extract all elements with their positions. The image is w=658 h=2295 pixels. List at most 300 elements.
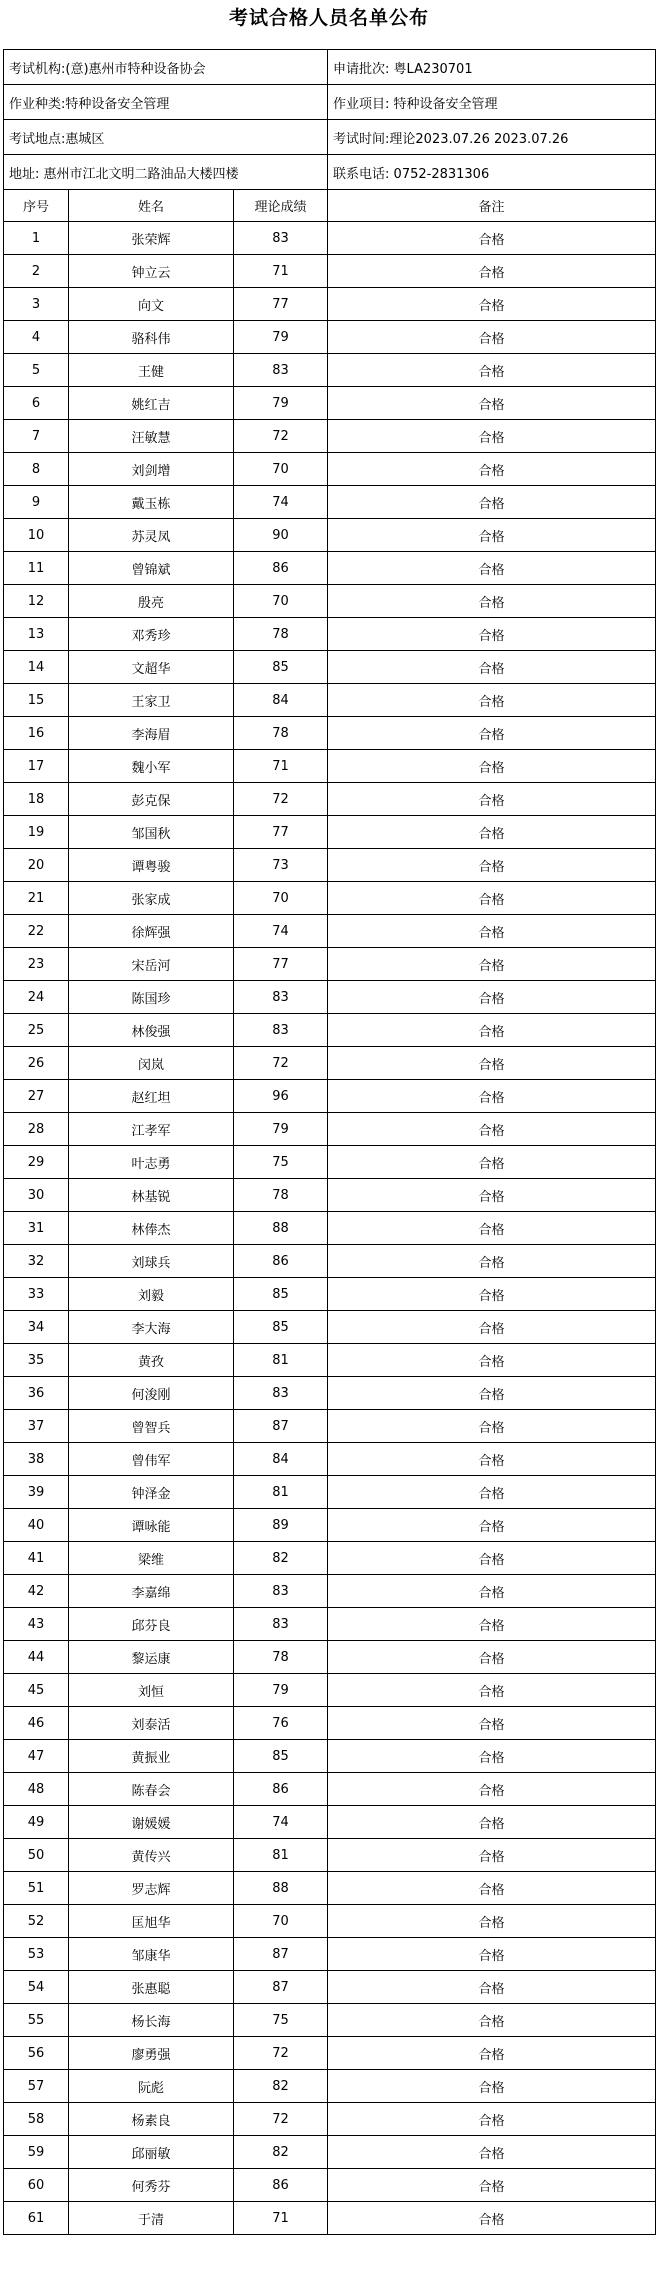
info-right-cell: 考试时间:理论2023.07.26 2023.07.26: [328, 120, 656, 155]
row-score-cell: 78: [234, 618, 328, 651]
row-name-cell: 林俊强: [69, 1014, 234, 1047]
row-index-cell: 10: [4, 519, 69, 552]
row-name-cell: 刘毅: [69, 1278, 234, 1311]
table-row: [4, 1773, 656, 1806]
row-index-cell: 16: [4, 717, 69, 750]
row-name-cell: 文超华: [69, 651, 234, 684]
row-index-cell: 3: [4, 288, 69, 321]
table-row: [4, 1707, 656, 1740]
row-remark-cell: 合格: [328, 2004, 656, 2037]
row-name-cell: 殷亮: [69, 585, 234, 618]
row-index-cell: 39: [4, 1476, 69, 1509]
row-name-cell: 叶志勇: [69, 1146, 234, 1179]
row-name-cell: 于清: [69, 2202, 234, 2235]
table-row: [4, 1806, 656, 1839]
row-index-cell: 6: [4, 387, 69, 420]
table-row: [4, 2169, 656, 2202]
row-remark-cell: 合格: [328, 2169, 656, 2202]
table-row: [4, 1608, 656, 1641]
row-score-cell: 78: [234, 1641, 328, 1674]
table-row: [4, 1278, 656, 1311]
row-score-cell: 75: [234, 1146, 328, 1179]
row-index-cell: 31: [4, 1212, 69, 1245]
row-name-cell: 李海眉: [69, 717, 234, 750]
table-row: [4, 1410, 656, 1443]
row-name-cell: 黎运康: [69, 1641, 234, 1674]
row-remark-cell: 合格: [328, 1245, 656, 1278]
row-score-cell: 79: [234, 387, 328, 420]
row-index-cell: 38: [4, 1443, 69, 1476]
info-section: [4, 50, 656, 190]
row-index-cell: 5: [4, 354, 69, 387]
row-index-cell: 28: [4, 1113, 69, 1146]
table-row: [4, 816, 656, 849]
row-remark-cell: 合格: [328, 255, 656, 288]
row-remark-cell: 合格: [328, 585, 656, 618]
table-row: [4, 222, 656, 255]
row-remark-cell: 合格: [328, 1311, 656, 1344]
row-score-cell: 70: [234, 585, 328, 618]
row-name-cell: 张家成: [69, 882, 234, 915]
column-header-name: 姓名: [69, 190, 234, 222]
row-remark-cell: 合格: [328, 2037, 656, 2070]
row-name-cell: 杨长海: [69, 2004, 234, 2037]
row-remark-cell: 合格: [328, 2202, 656, 2235]
row-index-cell: 45: [4, 1674, 69, 1707]
row-score-cell: 71: [234, 2202, 328, 2235]
table-row: [4, 915, 656, 948]
row-score-cell: 81: [234, 1476, 328, 1509]
table-header: [4, 190, 656, 222]
info-left-cell: 考试机构:(意)惠州市特种设备协会: [4, 50, 328, 85]
row-index-cell: 17: [4, 750, 69, 783]
row-remark-cell: 合格: [328, 1410, 656, 1443]
row-remark-cell: 合格: [328, 1575, 656, 1608]
row-score-cell: 75: [234, 2004, 328, 2037]
row-index-cell: 58: [4, 2103, 69, 2136]
row-index-cell: 53: [4, 1938, 69, 1971]
row-remark-cell: 合格: [328, 453, 656, 486]
row-remark-cell: 合格: [328, 981, 656, 1014]
row-name-cell: 徐辉强: [69, 915, 234, 948]
table-row: [4, 1377, 656, 1410]
row-index-cell: 34: [4, 1311, 69, 1344]
row-score-cell: 83: [234, 1608, 328, 1641]
row-name-cell: 王家卫: [69, 684, 234, 717]
row-name-cell: 江孝军: [69, 1113, 234, 1146]
row-remark-cell: 合格: [328, 222, 656, 255]
row-score-cell: 86: [234, 1245, 328, 1278]
row-remark-cell: 合格: [328, 1773, 656, 1806]
table-row: [4, 1905, 656, 1938]
row-remark-cell: 合格: [328, 321, 656, 354]
row-index-cell: 24: [4, 981, 69, 1014]
row-name-cell: 黄传兴: [69, 1839, 234, 1872]
table-row: [4, 1872, 656, 1905]
row-remark-cell: 合格: [328, 882, 656, 915]
table-row: [4, 618, 656, 651]
row-remark-cell: 合格: [328, 552, 656, 585]
table-row: [4, 750, 656, 783]
row-score-cell: 72: [234, 1047, 328, 1080]
row-remark-cell: 合格: [328, 915, 656, 948]
table-row: [4, 2037, 656, 2070]
table-row: [4, 255, 656, 288]
row-remark-cell: 合格: [328, 387, 656, 420]
info-right-cell: 申请批次: 粤LA230701: [328, 50, 656, 85]
row-name-cell: 宋岳河: [69, 948, 234, 981]
table-row: [4, 2136, 656, 2169]
row-index-cell: 36: [4, 1377, 69, 1410]
row-name-cell: 曾锦斌: [69, 552, 234, 585]
row-score-cell: 84: [234, 684, 328, 717]
row-score-cell: 78: [234, 717, 328, 750]
row-name-cell: 闵岚: [69, 1047, 234, 1080]
row-score-cell: 78: [234, 1179, 328, 1212]
row-name-cell: 骆科伟: [69, 321, 234, 354]
table-row: [4, 1938, 656, 1971]
table-row: [4, 2202, 656, 2235]
info-row: [4, 85, 656, 120]
row-name-cell: 李嘉绵: [69, 1575, 234, 1608]
row-remark-cell: 合格: [328, 1080, 656, 1113]
row-remark-cell: 合格: [328, 1839, 656, 1872]
table-row: [4, 1047, 656, 1080]
table-row: [4, 1971, 656, 2004]
row-remark-cell: 合格: [328, 2103, 656, 2136]
row-score-cell: 85: [234, 1740, 328, 1773]
row-score-cell: 72: [234, 783, 328, 816]
table-row: [4, 420, 656, 453]
row-score-cell: 79: [234, 1674, 328, 1707]
row-index-cell: 55: [4, 2004, 69, 2037]
row-score-cell: 82: [234, 1542, 328, 1575]
row-index-cell: 43: [4, 1608, 69, 1641]
row-name-cell: 邱芬良: [69, 1608, 234, 1641]
row-remark-cell: 合格: [328, 1179, 656, 1212]
row-name-cell: 杨素良: [69, 2103, 234, 2136]
table-row: [4, 1674, 656, 1707]
row-index-cell: 15: [4, 684, 69, 717]
row-remark-cell: 合格: [328, 1707, 656, 1740]
table-row: [4, 288, 656, 321]
table-row: [4, 1179, 656, 1212]
table-row: [4, 2004, 656, 2037]
row-index-cell: 41: [4, 1542, 69, 1575]
row-remark-cell: 合格: [328, 1344, 656, 1377]
row-index-cell: 1: [4, 222, 69, 255]
row-remark-cell: 合格: [328, 1278, 656, 1311]
row-remark-cell: 合格: [328, 1608, 656, 1641]
table-row: [4, 387, 656, 420]
row-remark-cell: 合格: [328, 1443, 656, 1476]
info-right-cell: 作业项目: 特种设备安全管理: [328, 85, 656, 120]
table-row: [4, 1839, 656, 1872]
row-index-cell: 19: [4, 816, 69, 849]
row-index-cell: 33: [4, 1278, 69, 1311]
table-row: [4, 1014, 656, 1047]
row-remark-cell: 合格: [328, 1971, 656, 2004]
row-index-cell: 61: [4, 2202, 69, 2235]
row-name-cell: 邹康华: [69, 1938, 234, 1971]
row-name-cell: 姚红吉: [69, 387, 234, 420]
info-row: [4, 155, 656, 190]
row-score-cell: 87: [234, 1938, 328, 1971]
row-name-cell: 戴玉栋: [69, 486, 234, 519]
row-score-cell: 81: [234, 1344, 328, 1377]
row-remark-cell: 合格: [328, 1674, 656, 1707]
row-remark-cell: 合格: [328, 1872, 656, 1905]
row-index-cell: 35: [4, 1344, 69, 1377]
row-name-cell: 曾伟军: [69, 1443, 234, 1476]
row-index-cell: 8: [4, 453, 69, 486]
table-row: [4, 1113, 656, 1146]
row-name-cell: 钟立云: [69, 255, 234, 288]
row-index-cell: 44: [4, 1641, 69, 1674]
row-index-cell: 7: [4, 420, 69, 453]
row-remark-cell: 合格: [328, 1113, 656, 1146]
row-remark-cell: 合格: [328, 816, 656, 849]
row-name-cell: 梁维: [69, 1542, 234, 1575]
row-index-cell: 11: [4, 552, 69, 585]
row-remark-cell: 合格: [328, 1212, 656, 1245]
row-remark-cell: 合格: [328, 1806, 656, 1839]
info-left-cell: 考试地点:惠城区: [4, 120, 328, 155]
row-index-cell: 54: [4, 1971, 69, 2004]
row-score-cell: 77: [234, 948, 328, 981]
row-score-cell: 83: [234, 222, 328, 255]
row-remark-cell: 合格: [328, 849, 656, 882]
row-name-cell: 刘剑增: [69, 453, 234, 486]
row-name-cell: 阮彪: [69, 2070, 234, 2103]
row-name-cell: 苏灵凤: [69, 519, 234, 552]
row-score-cell: 79: [234, 321, 328, 354]
row-remark-cell: 合格: [328, 1146, 656, 1179]
row-index-cell: 47: [4, 1740, 69, 1773]
row-name-cell: 谢媛媛: [69, 1806, 234, 1839]
row-score-cell: 77: [234, 288, 328, 321]
row-index-cell: 48: [4, 1773, 69, 1806]
table-row: [4, 519, 656, 552]
row-name-cell: 罗志辉: [69, 1872, 234, 1905]
row-index-cell: 46: [4, 1707, 69, 1740]
row-remark-cell: 合格: [328, 1377, 656, 1410]
row-name-cell: 曾智兵: [69, 1410, 234, 1443]
row-score-cell: 71: [234, 750, 328, 783]
row-name-cell: 陈春会: [69, 1773, 234, 1806]
row-score-cell: 79: [234, 1113, 328, 1146]
table-row: [4, 321, 656, 354]
row-name-cell: 林俸杰: [69, 1212, 234, 1245]
info-row: [4, 120, 656, 155]
row-name-cell: 黄孜: [69, 1344, 234, 1377]
row-name-cell: 邓秀珍: [69, 618, 234, 651]
row-remark-cell: 合格: [328, 717, 656, 750]
row-index-cell: 40: [4, 1509, 69, 1542]
table-row: [4, 1476, 656, 1509]
table-body: [4, 222, 656, 2235]
row-remark-cell: 合格: [328, 651, 656, 684]
row-score-cell: 96: [234, 1080, 328, 1113]
row-name-cell: 谭粤骏: [69, 849, 234, 882]
info-row: [4, 50, 656, 85]
table-row: [4, 1311, 656, 1344]
row-score-cell: 82: [234, 2136, 328, 2169]
row-remark-cell: 合格: [328, 750, 656, 783]
row-score-cell: 88: [234, 1872, 328, 1905]
table-row: [4, 882, 656, 915]
page-title: 考试合格人员名单公布: [228, 7, 429, 29]
info-left-cell: 地址: 惠州市江北文明二路油品大楼四楼: [4, 155, 328, 190]
row-score-cell: 73: [234, 849, 328, 882]
row-remark-cell: 合格: [328, 2136, 656, 2169]
row-remark-cell: 合格: [328, 1938, 656, 1971]
row-remark-cell: 合格: [328, 783, 656, 816]
row-index-cell: 50: [4, 1839, 69, 1872]
row-index-cell: 49: [4, 1806, 69, 1839]
row-index-cell: 32: [4, 1245, 69, 1278]
row-index-cell: 59: [4, 2136, 69, 2169]
row-remark-cell: 合格: [328, 1476, 656, 1509]
row-remark-cell: 合格: [328, 420, 656, 453]
table-row: [4, 1245, 656, 1278]
table-row: [4, 948, 656, 981]
column-header-score: 理论成绩: [234, 190, 328, 222]
row-score-cell: 83: [234, 981, 328, 1014]
row-remark-cell: 合格: [328, 948, 656, 981]
table-row: [4, 2103, 656, 2136]
table-row: [4, 486, 656, 519]
row-index-cell: 22: [4, 915, 69, 948]
row-remark-cell: 合格: [328, 1542, 656, 1575]
row-index-cell: 9: [4, 486, 69, 519]
row-score-cell: 87: [234, 1971, 328, 2004]
row-remark-cell: 合格: [328, 354, 656, 387]
row-remark-cell: 合格: [328, 1740, 656, 1773]
row-score-cell: 86: [234, 2169, 328, 2202]
table-row: [4, 1212, 656, 1245]
table-row: [4, 1344, 656, 1377]
table-row: [4, 783, 656, 816]
row-index-cell: 2: [4, 255, 69, 288]
row-score-cell: 81: [234, 1839, 328, 1872]
table-row: [4, 1509, 656, 1542]
row-score-cell: 72: [234, 2037, 328, 2070]
row-remark-cell: 合格: [328, 684, 656, 717]
row-index-cell: 18: [4, 783, 69, 816]
row-name-cell: 邹国秋: [69, 816, 234, 849]
table-row: [4, 585, 656, 618]
row-name-cell: 刘恒: [69, 1674, 234, 1707]
row-index-cell: 30: [4, 1179, 69, 1212]
row-name-cell: 邱丽敏: [69, 2136, 234, 2169]
row-name-cell: 何浚刚: [69, 1377, 234, 1410]
row-index-cell: 13: [4, 618, 69, 651]
row-remark-cell: 合格: [328, 288, 656, 321]
row-index-cell: 14: [4, 651, 69, 684]
row-name-cell: 向文: [69, 288, 234, 321]
row-score-cell: 84: [234, 1443, 328, 1476]
table-row: [4, 1542, 656, 1575]
row-remark-cell: 合格: [328, 1905, 656, 1938]
row-score-cell: 77: [234, 816, 328, 849]
row-score-cell: 88: [234, 1212, 328, 1245]
row-index-cell: 4: [4, 321, 69, 354]
row-name-cell: 李大海: [69, 1311, 234, 1344]
row-name-cell: 廖勇强: [69, 2037, 234, 2070]
row-index-cell: 26: [4, 1047, 69, 1080]
row-index-cell: 56: [4, 2037, 69, 2070]
row-score-cell: 85: [234, 1311, 328, 1344]
table-row: [4, 717, 656, 750]
column-header-index: 序号: [4, 190, 69, 222]
row-index-cell: 42: [4, 1575, 69, 1608]
row-score-cell: 76: [234, 1707, 328, 1740]
row-score-cell: 71: [234, 255, 328, 288]
row-index-cell: 27: [4, 1080, 69, 1113]
row-score-cell: 85: [234, 1278, 328, 1311]
row-remark-cell: 合格: [328, 618, 656, 651]
info-right-cell: 联系电话: 0752-2831306: [328, 155, 656, 190]
row-score-cell: 83: [234, 1377, 328, 1410]
row-score-cell: 74: [234, 486, 328, 519]
row-index-cell: 52: [4, 1905, 69, 1938]
row-score-cell: 83: [234, 1575, 328, 1608]
row-name-cell: 钟泽金: [69, 1476, 234, 1509]
info-left-cell: 作业种类:特种设备安全管理: [4, 85, 328, 120]
column-header-remark: 备注: [328, 190, 656, 222]
table-row: [4, 1641, 656, 1674]
row-score-cell: 82: [234, 2070, 328, 2103]
row-name-cell: 彭克保: [69, 783, 234, 816]
table-row: [4, 1740, 656, 1773]
row-index-cell: 29: [4, 1146, 69, 1179]
row-name-cell: 林基锐: [69, 1179, 234, 1212]
table-row: [4, 2070, 656, 2103]
row-score-cell: 83: [234, 354, 328, 387]
row-name-cell: 陈国珍: [69, 981, 234, 1014]
row-remark-cell: 合格: [328, 486, 656, 519]
table-row: [4, 981, 656, 1014]
row-name-cell: 刘球兵: [69, 1245, 234, 1278]
row-score-cell: 90: [234, 519, 328, 552]
row-index-cell: 12: [4, 585, 69, 618]
row-score-cell: 83: [234, 1014, 328, 1047]
table-row: [4, 1575, 656, 1608]
row-name-cell: 谭咏能: [69, 1509, 234, 1542]
row-score-cell: 86: [234, 1773, 328, 1806]
row-remark-cell: 合格: [328, 1509, 656, 1542]
table-row: [4, 651, 656, 684]
row-remark-cell: 合格: [328, 519, 656, 552]
row-name-cell: 黄振业: [69, 1740, 234, 1773]
table-row: [4, 453, 656, 486]
table-row: [4, 354, 656, 387]
row-index-cell: 25: [4, 1014, 69, 1047]
row-score-cell: 70: [234, 882, 328, 915]
row-name-cell: 匡旭华: [69, 1905, 234, 1938]
table-row: [4, 1146, 656, 1179]
row-name-cell: 赵红坦: [69, 1080, 234, 1113]
row-remark-cell: 合格: [328, 2070, 656, 2103]
row-remark-cell: 合格: [328, 1047, 656, 1080]
row-name-cell: 何秀芬: [69, 2169, 234, 2202]
row-name-cell: 王健: [69, 354, 234, 387]
header-row: [4, 190, 656, 222]
row-score-cell: 74: [234, 915, 328, 948]
row-name-cell: 魏小军: [69, 750, 234, 783]
row-score-cell: 70: [234, 453, 328, 486]
